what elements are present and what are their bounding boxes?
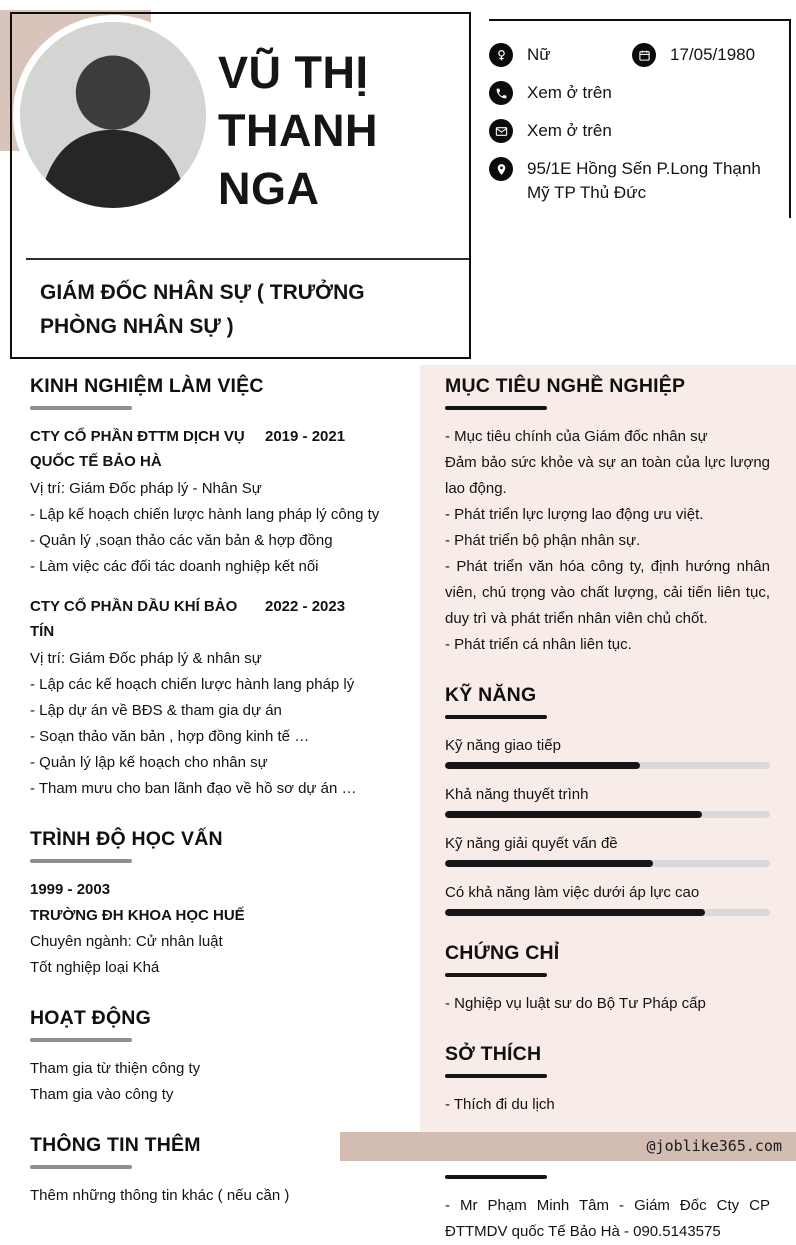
job-bullet: - Lập dự án về BĐS & tham gia dự án xyxy=(30,702,282,719)
heading-underline xyxy=(30,1038,132,1042)
heading-underline xyxy=(445,973,547,977)
contact-block xyxy=(489,19,790,205)
job-bullet: - Quản lý ,soạn thảo các văn bản & hợp đồng xyxy=(30,532,333,549)
contact-row-gender-dob xyxy=(489,43,790,67)
email-icon xyxy=(489,119,513,143)
job-bullet: - Quản lý lập kế hoạch cho nhân sự xyxy=(30,754,268,771)
job-bullet: - Soạn thảo văn bản , hợp đồng kinh tế … xyxy=(30,728,310,745)
watermark-text: @joblike365.com xyxy=(646,1137,782,1155)
heading-underline xyxy=(30,406,132,410)
heading-underline xyxy=(445,1175,547,1179)
profile-photo xyxy=(13,15,213,215)
candidate-job-title: GIÁM ĐỐC NHÂN SỰ ( TRƯỞNG PHÒNG NHÂN SỰ ) xyxy=(40,281,365,338)
section-heading-certificates: CHỨNG CHỈ xyxy=(445,942,560,964)
company-name: CTY CỔ PHẦN ĐTTM DỊCH VỤ QUỐC TẾ BẢO HÀ xyxy=(30,428,245,470)
skill-progress-track xyxy=(445,860,770,867)
section-heading-career-objective: MỤC TIÊU NGHỀ NGHIỆP xyxy=(445,375,686,397)
skill-item xyxy=(445,880,770,916)
job-position: Vị trí: Giám Đốc pháp lý - Nhân Sự xyxy=(30,480,262,497)
candidate-name: VŨ THỊ THANH NGA xyxy=(218,47,378,214)
education-grade: Tốt nghiệp loại Khá xyxy=(30,959,160,976)
contact-row-email xyxy=(489,119,790,143)
gender-value: Nữ xyxy=(527,45,551,64)
skill-progress-fill xyxy=(445,811,702,818)
job-bullet: - Tham mưu cho ban lãnh đạo về hồ sơ dự án … xyxy=(30,780,357,797)
contact-row-address xyxy=(489,157,790,205)
heading-underline xyxy=(445,406,547,410)
section-heading-education: TRÌNH ĐỘ HỌC VẤN xyxy=(30,828,223,850)
skill-item xyxy=(445,782,770,818)
objective-item: - Phát triển bộ phận nhân sự. xyxy=(445,532,641,549)
section-heading-hobbies: SỞ THÍCH xyxy=(445,1043,542,1065)
contact-top-rule xyxy=(489,19,790,21)
birthdate-icon xyxy=(632,43,656,67)
section-heading-skills: KỸ NĂNG xyxy=(445,684,537,706)
education-major: Chuyên ngành: Cử nhân luật xyxy=(30,933,223,950)
heading-underline xyxy=(30,859,132,863)
name-title-divider xyxy=(26,258,469,260)
objective-item: - Phát triển văn hóa công ty, định hướng nhân viên, chú trọng vào chất lượng, cải tiến liên tục, duy trì và phát triển nhân viên chủ chốt. xyxy=(445,558,770,627)
education-period: 1999 - 2003 xyxy=(30,881,111,898)
phone-icon xyxy=(489,81,513,105)
section-heading-activities: HOẠT ĐỘNG xyxy=(30,1007,151,1029)
experience-job-header xyxy=(30,594,415,644)
activity-item: Tham gia vào công ty xyxy=(30,1086,174,1103)
left-column xyxy=(0,365,420,1204)
contact-right-rule xyxy=(789,19,791,218)
skill-progress-track xyxy=(445,811,770,818)
job-bullet: - Làm việc các đối tác doanh nghiệp kết nối xyxy=(30,558,319,575)
heading-underline xyxy=(30,1165,132,1169)
experience-job-header xyxy=(30,424,415,474)
heading-underline xyxy=(445,1074,547,1078)
birthdate-value: 17/05/1980 xyxy=(670,45,756,64)
skill-label: Có khả năng làm việc dưới áp lực cao xyxy=(445,884,700,901)
skill-item xyxy=(445,831,770,867)
section-heading-work-experience: KINH NGHIỆM LÀM VIỆC xyxy=(30,375,264,397)
company-name: CTY CỔ PHẦN DẦU KHÍ BẢO TÍN xyxy=(30,598,238,640)
contact-row-phone xyxy=(489,81,790,105)
skill-label: Kỹ năng giải quyết vấn đề xyxy=(445,835,618,852)
employment-period: 2019 - 2021 xyxy=(265,428,346,445)
location-icon xyxy=(489,157,513,181)
skill-label: Khả năng thuyết trình xyxy=(445,786,589,803)
gender-icon xyxy=(489,43,513,67)
section-heading-additional-info: THÔNG TIN THÊM xyxy=(30,1134,201,1156)
reference-item: - Mr Phạm Minh Tâm - Giám Đốc Cty CP ĐTTMDV quốc Tế Bảo Hà - 090.5143575 xyxy=(445,1197,770,1240)
additional-info-note: Thêm những thông tin khác ( nếu cần ) xyxy=(30,1187,290,1204)
job-bullet: - Lập kế hoạch chiến lược hành lang pháp lý công ty xyxy=(30,506,380,523)
skill-progress-track xyxy=(445,909,770,916)
objective-item: - Phát triển lực lượng lao động ưu việt. xyxy=(445,506,704,523)
skill-progress-fill xyxy=(445,860,653,867)
objective-item: Đảm bảo sức khỏe và sự an toàn của lực lượng lao động. xyxy=(445,454,770,497)
phone-value: Xem ở trên xyxy=(527,83,612,102)
experience-job xyxy=(30,594,415,802)
heading-underline xyxy=(445,715,547,719)
experience-job xyxy=(30,424,415,580)
skill-progress-fill xyxy=(445,909,705,916)
activity-item: Tham gia từ thiện công ty xyxy=(30,1060,201,1077)
address-value: 95/1E Hồng Sến P.Long Thạnh Mỹ TP Thủ Đức xyxy=(527,159,761,202)
email-value: Xem ở trên xyxy=(527,121,612,140)
employment-period: 2022 - 2023 xyxy=(265,598,346,615)
footer-watermark-bar xyxy=(340,1132,796,1161)
skill-label: Kỹ năng giao tiếp xyxy=(445,737,561,754)
education-school: TRƯỜNG ĐH KHOA HỌC HUẾ xyxy=(30,907,245,924)
objective-item: - Mục tiêu chính của Giám đốc nhân sự xyxy=(445,428,708,445)
skill-progress-track xyxy=(445,762,770,769)
hobby-item: - Thích đi du lịch xyxy=(445,1096,555,1113)
job-bullet: - Lập các kế hoạch chiến lược hành lang pháp lý xyxy=(30,676,355,693)
job-position: Vị trí: Giám Đốc pháp lý & nhân sự xyxy=(30,650,262,667)
objective-item: - Phát triển cá nhân liên tục. xyxy=(445,636,632,653)
person-silhouette xyxy=(20,22,206,208)
certificate-item: - Nghiệp vụ luật sư do Bộ Tư Pháp cấp xyxy=(445,995,706,1012)
skill-progress-fill xyxy=(445,762,640,769)
skill-item xyxy=(445,733,770,769)
